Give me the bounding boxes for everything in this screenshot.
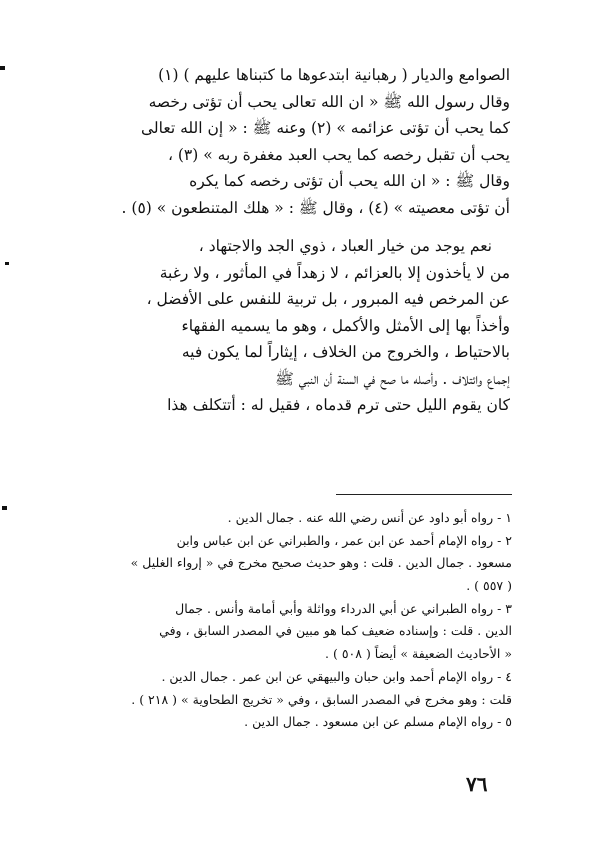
footnote-line: ( ٥٥٧ ) . [466,578,512,594]
footnote-line: ٤ - رواه الإمام أحمد وابن حبان والبيهقي عن ابن عمر . جمال الدين . [161,668,512,684]
margin-mark-middle [5,262,9,265]
text-line: كما يحب أن تؤتى عزائمه » (٢) وعنه ﷺ : « إن الله تعالى [141,119,510,137]
margin-mark-lower [2,506,7,510]
text-line: كان يقوم الليل حتى ترم قدماه ، فقيل له : أتتكلف هذا [167,396,510,414]
text-line: من لا يأخذون إلا بالعزائم ، لا زهداً في المأثور ، ولا رغبة [159,263,510,282]
text-line: وقال رسول الله ﷺ « ان الله تعالى يحب أن تؤتى رخصه [148,92,510,111]
text-line: الصوامع والديار ( رهبانية ابتدعوها ما كتبناها عليهم ) (١) [158,66,510,84]
footnote-line: الدين . قلت : وإسناده ضعيف كما هو مبين في المصدر السابق ، وفي [159,623,512,639]
page-number: ٧٦ [466,772,488,796]
paragraph-gap [92,221,510,233]
footnotes [88,507,512,734]
text-line: يحب أن تقبل رخصه كما يحب العبد مغفرة ربه » (٣) ، [167,145,510,164]
footnote-line: ٢ - رواه الإمام أحمد عن ابن عمر ، والطبراني عن ابن عباس وابن [176,532,512,548]
footnote-line: « الأحاديث الضعيفة » أيضاً ( ٥٠٨ ) . [325,646,512,662]
text-line: وأخذاً بها إلى الأمثل والأكمل ، وهو ما يسميه الفقهاء [181,316,510,335]
text-line: بالاحتياط ، والخروج من الخلاف ، إيثاراً لما يكون فيه [181,343,510,361]
text-line: عن المرخص فيه المبرور ، بل تربية للنفس على الأفضل ، [146,290,510,308]
footnote-line: ١ - رواه أبو داود عن أنس رضي الله عنه . جمال الدين . [227,510,512,525]
footnote-divider [336,494,512,495]
text-line: إجماع وائتلاف . وأصله ما صح في السنة أن النبي ﷺ [275,369,510,388]
footnote-line: مسعود . جمال الدين . قلت : وهو حديث صحيح مخرج في « إرواء الغليل » [130,555,512,571]
text-line: أن تؤتى معصيته » (٤) ، وقال ﷺ : « هلك المتنطعون » (٥) . [121,198,510,217]
footnote-line: ٣ - رواه الطبراني عن أبي الدرداء وواثلة وأبي أمامة وأنس . جمال [175,600,512,616]
main-text [92,62,510,419]
footnote-line: قلت : وهو مخرج في المصدر السابق ، وفي « تخريج الطحاوية » ( ٢١٨ ) . [131,691,512,707]
footnote-line: ٥ - رواه الإمام مسلم عن ابن مسعود . جمال الدين . [244,714,512,730]
margin-mark-top [0,66,5,70]
text-line: وقال ﷺ : « ان الله يحب أن تؤتى رخصه كما يكره [189,172,510,190]
text-line: نعم يوجد من خيار العباد ، ذوي الجد والاجتهاد ، [198,237,492,255]
